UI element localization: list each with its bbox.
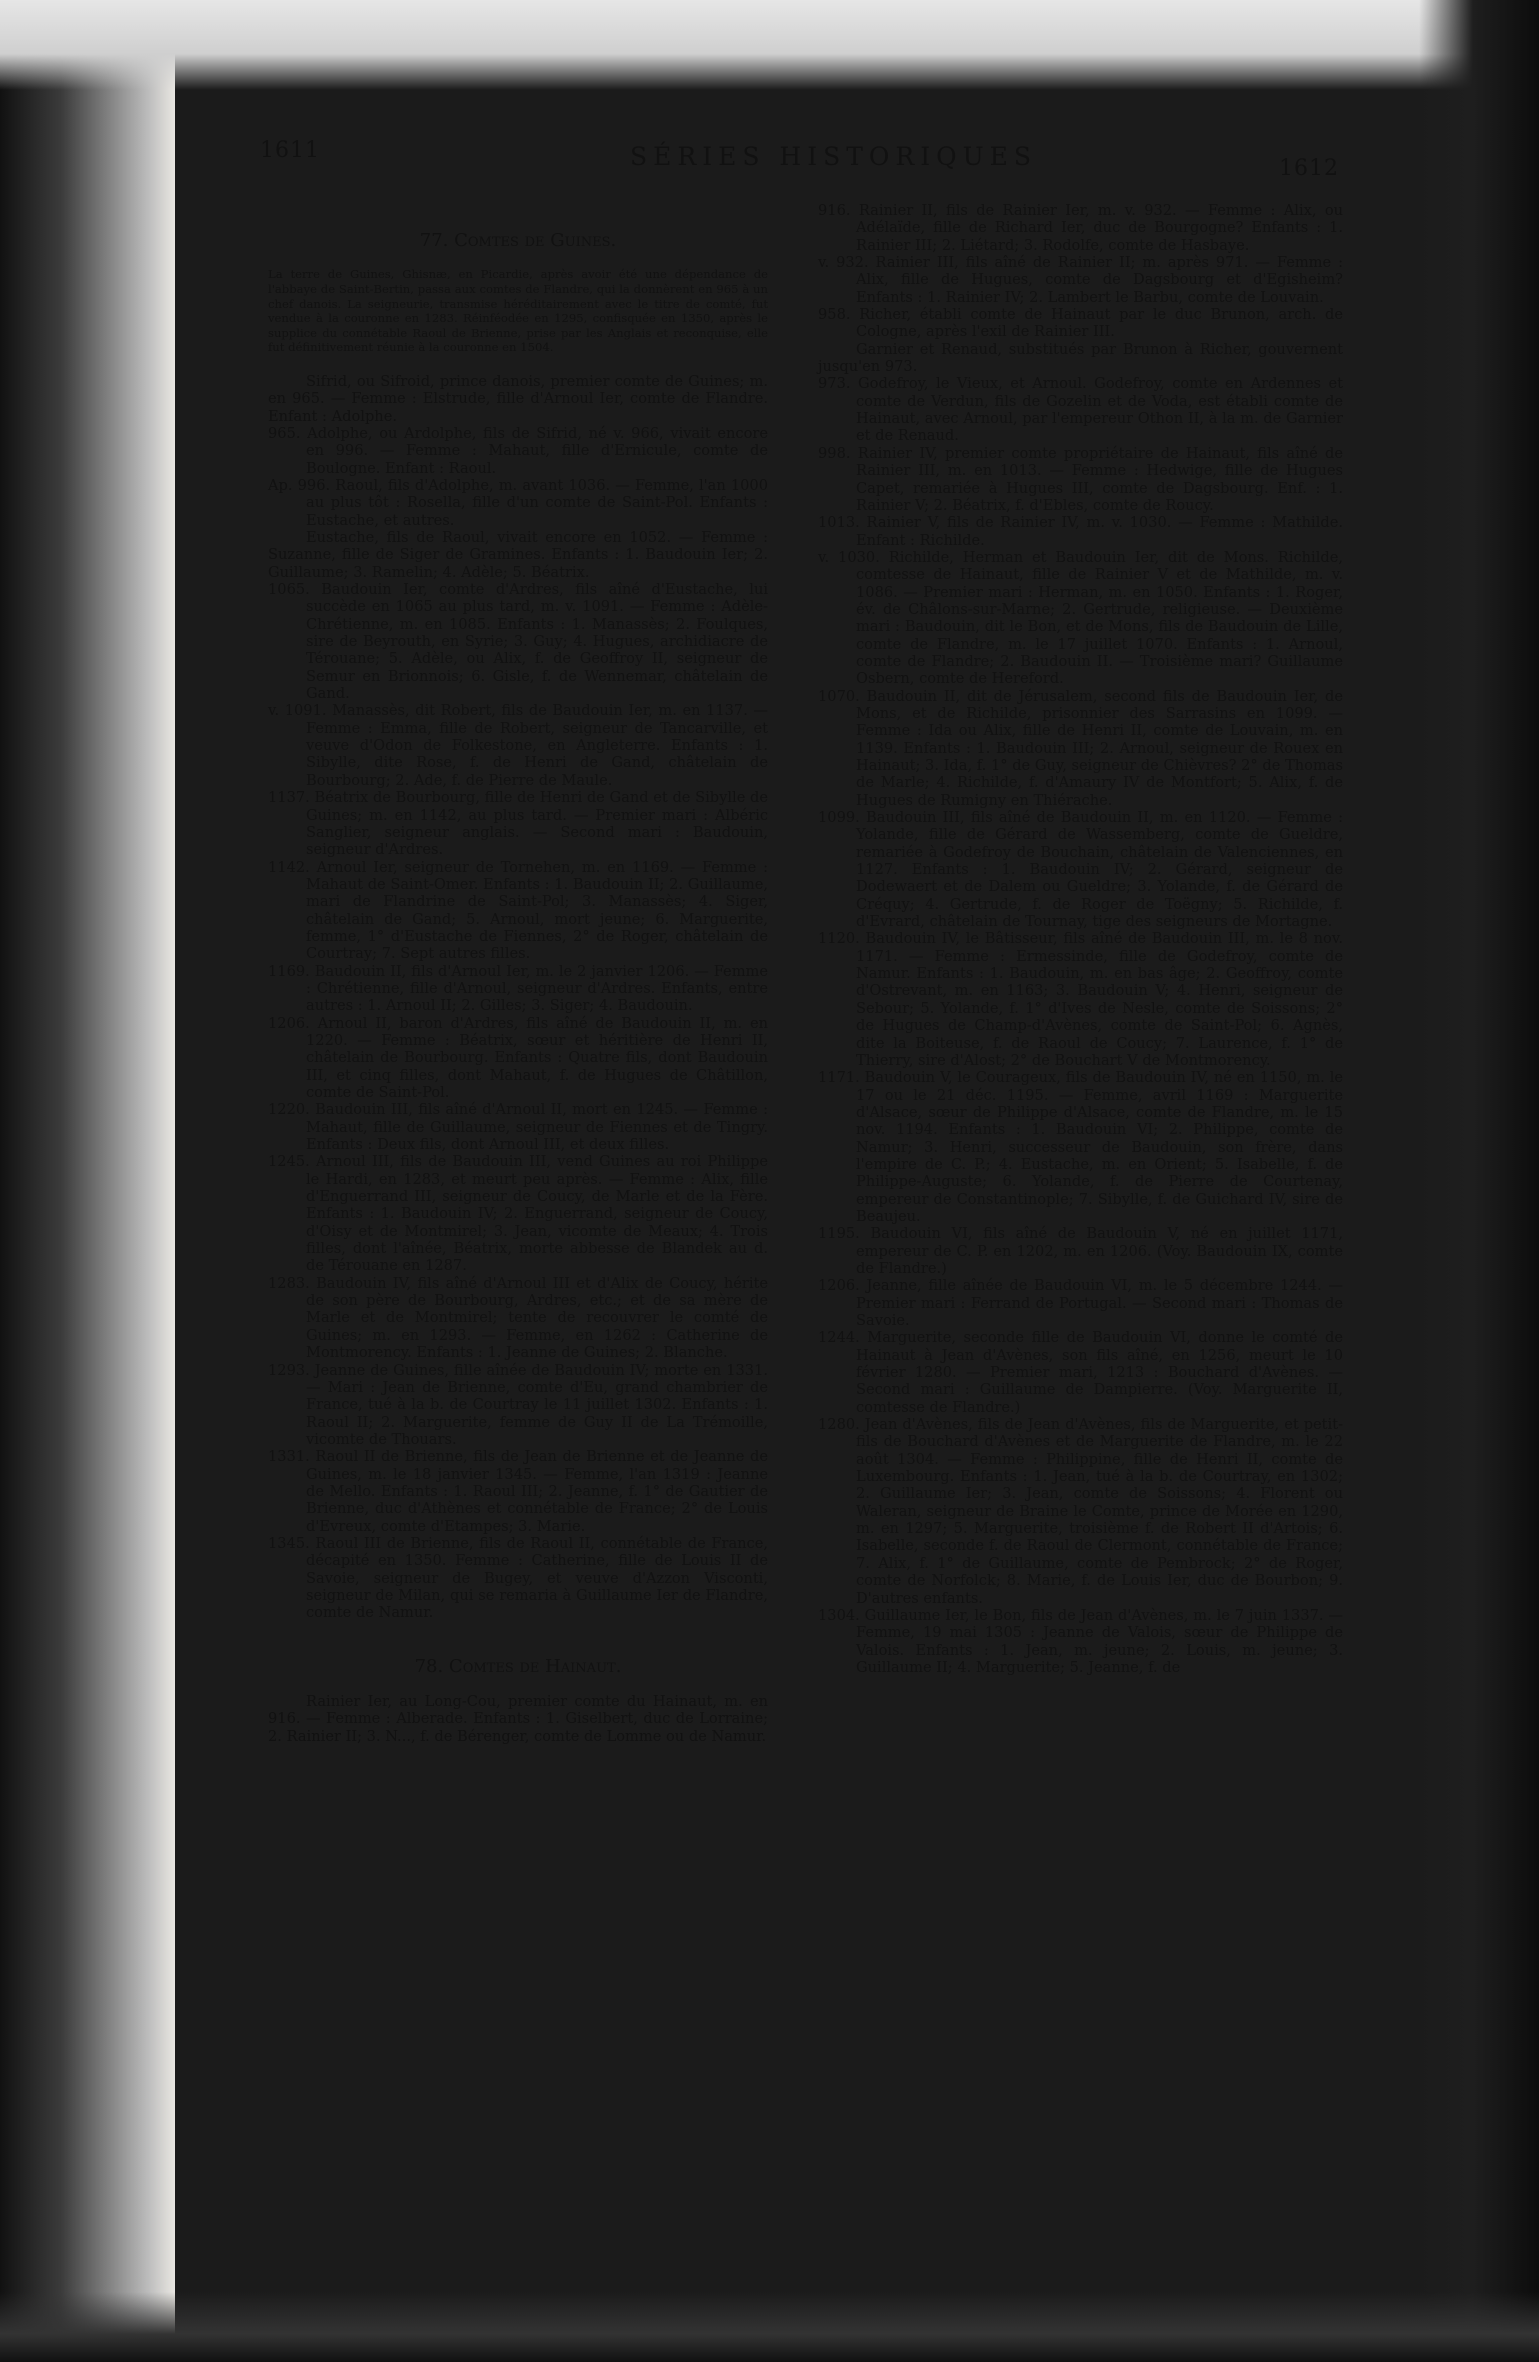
entry xyxy=(268,1275,768,1362)
entry-year: 1245. xyxy=(268,1153,310,1171)
entry-text: Baudouin IV, fils aîné d'Arnoul III et d'Alix de Coucy, hérite de son père de Bourbourg, Ardres, etc.; et de sa mère de Marle et de Montmirel; tente de recouvrer le comté de Guines; m. en 1293. — Femme, en 1262 : Catherine de Montmorency. Enfants : 1. Jeanne de Guines; 2. Blanche. xyxy=(306,1274,769,1362)
entry-year: 1070. xyxy=(818,687,860,705)
entry-text: Adolphe, ou Ardolphe, fils de Sifrid, né v. 966, vivait encore en 996. — Femme : Mahaut, fille d'Ernicule, comte de Boulogne. Enfant : Raoul. xyxy=(306,424,768,477)
entry xyxy=(268,1535,768,1622)
entry xyxy=(818,514,1343,549)
entry-list-hainaut-a xyxy=(818,202,1343,341)
entry-year: v. 1091. xyxy=(268,702,327,720)
entry-text: Jean d'Avènes, fils de Jean d'Avènes, fils de Marguerite, et petit-fils de Bouchard d'Avènes et de Marguerite de Flandre, m. le 22 août 1304. — Femme : Philippine, fille de Henri II, comte de Luxembourg. Enfants : 1. Jean, tué à la b. de Courtray, en 1302; 2. Guillaume Ier; 3. Jean, comte de Soissons; 4. Florent ou Waleran, seigneur de Braine le Comte, prince de Morée en 1290, m. en 1297; 5. Marguerite, troisième f. de Robert II d'Artois; 6. Isabelle, seconde f. de Raoul de Clermont, connétable de France; 7. Alix, f. 1° de Guillaume, comte de Pembrock; 2° de Roger, comte de Norfolck; 8. Marie, f. de Louis Ier, duc de Bourbon; 9. D'autres enfants. xyxy=(856,1416,1344,1607)
entry xyxy=(268,581,768,702)
entry-year: Ap. 996. xyxy=(268,476,331,494)
entry-text: Rainier IV, premier comte propriétaire de Hainaut, fils aîné de Rainier III, m. en 1013. — Femme : Hedwige, fille de Hugues Capet, remariée à Hugues III, comte de Dagsbourg. Enf. : 1. Rainier V; 2. Béatrix, f. d'Ebles, comte de Roucy. xyxy=(856,444,1343,514)
entry xyxy=(268,963,768,1015)
scan-edge-left xyxy=(0,0,175,2362)
entry-year: 1013. xyxy=(818,514,860,532)
entry-year: 1304. xyxy=(818,1606,860,1624)
entry-year: 1195. xyxy=(818,1225,860,1243)
entry-text: Manassès, dit Robert, fils de Baudouin Ier, m. en 1137. — Femme : Emma, fille de Robert, seigneur de Tancarville, et veuve d'Odon de Folkestone, en Angleterre. Enfants : 1. Sibylle, dite Rose, f. de Henri de Gand, châtelain de Bourbourg; 2. Ade, f. de Pierre de Maule. xyxy=(306,702,768,789)
entry-year: 1283. xyxy=(268,1274,310,1292)
entry-year: 958. xyxy=(818,306,851,324)
section-intro-guines: La terre de Guines, Ghisnæ, en Picardie, après avoir été une dépendance de l'abbaye de Saint-Bertin, passa aux comtes de Flandre, qui la donnèrent en 965 à un chef danois. La seigneurie, transmise héréditairement avec le titre de comté, fut vendue à la couronne en 1283. Réinféodée en 1295, confisquée en 1350, après le supplice du connétable Raoul de Brienne, prise par les Anglais et reconquise, elle fut définitivement réunie à la couronne en 1504. xyxy=(268,267,768,355)
entry-text: Godefroy, le Vieux, et Arnoul. Godefroy, comte en Ardennes et comte de Verdun, fils de Gozelin et de Voda, est établi comte de Hainaut, avec Arnoul, par l'empereur Othon II, à la m. de Garnier et de Renaud. xyxy=(856,375,1343,445)
entry-text: Arnoul III, fils de Baudouin III, vend Guines au roi Philippe le Hardi, en 1283, et meurt peu après. — Femme : Alix, fille d'Enguerrand III, seigneur de Coucy, de Marle et de la Fère. Enfants : 1. Baudouin IV; 2. Enguerrand, seigneur de Coucy, d'Oisy et de Montmirel; 3. Jean, vicomte de Meaux; 4. Trois filles, dont l'aînée, Béatrix, morte abbesse de Blandek au d. de Térouane en 1287. xyxy=(306,1153,768,1275)
entry-year: 1137. xyxy=(268,789,310,807)
entry-text: Richer, établi comte de Hainaut par le duc Brunon, arch. de Cologne, après l'exil de Rainier III. xyxy=(856,306,1344,341)
entry-year: 1120. xyxy=(818,930,860,948)
entry-text: Baudouin VI, fils aîné de Baudouin V, né en juillet 1171, empereur de C. P. en 1202, m. en 1206. (Voy. Baudouin IX, comte de Flandre.) xyxy=(856,1225,1344,1277)
entry xyxy=(268,789,768,858)
entry-text: Raoul III de Brienne, fils de Raoul II, connétable de France, décapité en 1350. Femme : Catherine, fille de Louis II de Savoie, seigneur de Bugey, et veuve d'Azzon Visconti, seigneur de Milan, qui se remaria à Guillaume Ier de Flandre, comte de Namur. xyxy=(306,1534,769,1622)
entry xyxy=(268,1448,768,1535)
entry-year: v. 1030. xyxy=(818,548,880,566)
entry-text: Baudouin III, fils aîné de Baudouin II, m. en 1120. — Femme : Yolande, fille de Gérard de Wassemberg, comte de Gueldre, remariée à Godefroy de Bouchain, châtelain de Valenciennes, en 1127. Enfants : 1. Baudouin IV; 2. Gérard, seigneur de Dodewaert et de Dalem ou Gueldre; 3. Yolande, f. de Gérard de Créquy; 4. Gertrude, f. de Roger de Toëgny; 5. Richilde, f. d'Evrard, châtelain de Tournay, tige des seigneurs de Mortagne. xyxy=(856,809,1343,931)
entry-text: Baudouin Ier, comte d'Ardres, fils aîné d'Eustache, lui succède en 1065 au plus tard, m. v. 1091. — Femme : Adèle-Chrétienne, m. en 1085. Enfants : 1. Manassès; 2. Foulques, sire de Beyrouth, en Syrie; 3. Guy; 4. Hugues, archidiacre de Térouane; 5. Adèle, ou Alix, f. de Geoffroy II, seigneur de Semur en Brionnois; 6. Gisle, f. de Wennemar, châtelain de Gand. xyxy=(306,581,769,703)
entry-year: 1169. xyxy=(268,962,310,980)
entry xyxy=(818,1277,1343,1329)
entry-year: 1099. xyxy=(818,809,860,827)
entry xyxy=(818,809,1343,930)
entry-year: 1244. xyxy=(818,1329,860,1347)
entry-text: Richilde, Herman et Baudouin Ier, dit de Mons. Richilde, comtesse de Hainaut, fille de Rainier V et de Mathilde, m. v. 1086. — Premier mari : Herman, m. en 1050. Enfants : 1. Roger, év. de Châlons-sur-Marne; 2. Gertrude, religieuse. — Deuxième mari : Baudouin, dit le Bon, et de Mons, fils de Baudouin de Lille, comte de Flandre, m. le 17 juillet 1070. Enfants : 1. Arnoul, comte de Flandre; 2. Baudouin II. — Troisième mari? Guillaume Osbern, comte de Hereford. xyxy=(856,548,1343,688)
entry-text: Rainier V, fils de Rainier IV, m. v. 1030. — Femme : Mathilde. Enfant : Richilde. xyxy=(856,514,1343,549)
entry xyxy=(818,1329,1343,1416)
scan-edge-bottom xyxy=(0,2292,1539,2362)
entry-eustache: Eustache, fils de Raoul, vivait encore en 1052. — Femme : Suzanne, fille de Siger de Gramines. Enfants : 1. Baudouin Ier; 2. Guillaume; 3. Ramelin; 4. Adèle; 5. Béatrix. xyxy=(268,529,768,581)
entry-text: Baudouin III, fils aîné d'Arnoul II, mort en 1245. — Femme : Mahaut, fille de Guillaume, seigneur de Fiennes et de Tingry. Enfants : Deux fils, dont Arnoul III, et deux filles. xyxy=(306,1101,769,1154)
entry-year: 1345. xyxy=(268,1534,310,1552)
scan-edge-right xyxy=(1419,0,1539,2362)
entry-text: Rainier II, fils de Rainier Ier, m. v. 932. — Femme : Alix, ou Adélaïde, fille de Richard Ier, duc de Bourgogne? Enfants : 1. Rainier III; 2. Liétard; 3. Rodolfe, comte de Hasbaye. xyxy=(856,202,1343,254)
entry-year: 1142. xyxy=(268,858,310,876)
entry xyxy=(818,202,1343,254)
entry-list-guines-a xyxy=(268,425,768,529)
entry-list-guines-b xyxy=(268,581,768,1622)
entry xyxy=(818,930,1343,1069)
entry xyxy=(268,1362,768,1449)
entry-text: Jeanne de Guines, fille aînée de Baudouin IV; morte en 1331. — Mari : Jean de Brienne, comte d'Eu, grand chambrier de France, tué à la b. de Courtray le 11 juillet 1302. Enfants : 1. Raoul II; 2. Marguerite, femme de Guy II de La Trémoille, vicomte de Thouars. xyxy=(306,1361,768,1448)
entry-year: 1220. xyxy=(268,1101,310,1119)
entry-text: Marguerite, seconde fille de Baudouin VI, donne le comté de Hainaut à Jean d'Avènes, son fils aîné, en 1256, meurt le 10 février 1280. — Premier mari, 1213 : Bouchard d'Avènes. — Second mari : Guillaume de Dampierre. (Voy. Marguerite II, comtesse de Flandre.) xyxy=(856,1329,1344,1416)
entry-year: 998. xyxy=(818,444,851,462)
left-column xyxy=(268,222,768,1745)
entry-text: Arnoul II, baron d'Ardres, fils aîné de Baudouin II, m. en 1220. — Femme : Béatrix, sœur et héritière de Henri II, châtelain de Bourbourg. Enfants : Quatre fils, dont Baudouin III, et cinq filles, dont Mahaut, f. de Hugues de Châtillon, comte de Saint-Pol. xyxy=(306,1014,768,1101)
entry-year: v. 932. xyxy=(818,254,869,272)
entry xyxy=(818,445,1343,514)
entry xyxy=(268,425,768,477)
entry-year: 1206. xyxy=(268,1014,310,1032)
entry xyxy=(268,1153,768,1274)
running-title: SÉRIES HISTORIQUES xyxy=(630,142,1038,171)
entry-text: Béatrix de Bourbourg, fille de Henri de Gand et de Sibylle de Guines; m. en 1142, au plus tard. — Premier mari : Albéric Sanglier, seigneur anglais. — Second mari : Baudouin, seigneur d'Ardres. xyxy=(306,789,768,859)
entry xyxy=(818,1607,1343,1676)
entry xyxy=(818,1069,1343,1225)
entry-text: Baudouin II, dit de Jérusalem, second fils de Baudouin Ier, de Mons, et de Richilde, prisonnier des Sarrasins en 1099. — Femme : Ida ou Alix, fille de Henri II, comte de Louvain, m. en 1139. Enfants : 1. Baudouin III; 2. Arnoul, seigneur de Rouex en Hainaut; 3. Ida, f. 1° de Guy, seigneur de Chièvres? 2° de Thomas de Marle; 4. Richilde, f. d'Amaury IV de Montfort; 5. Alix, f. de Hugues de Rumigny en Thiérache. xyxy=(856,687,1343,809)
entry-text: Arnoul Ier, seigneur de Tornehen, m. en 1169. — Femme : Mahaut de Saint-Omer. Enfants : 1. Baudouin II; 2. Guillaume, mari de Flandrine de Saint-Pol; 3. Manassès; 4. Siger, châtelain de Gand; 5. Arnoul, mort jeune; 6. Marguerite, femme, 1° d'Eustache de Fiennes, 2° de Roger, châtelain de Courtray; 7. Sept autres filles. xyxy=(306,858,769,963)
entry xyxy=(268,859,768,963)
entry-text: Baudouin II, fils d'Arnoul Ier, m. le 2 janvier 1206. — Femme : Chrétienne, fille d'Arnoul, seigneur d'Ardres. Enfants, entre autres : 1. Arnoul II; 2. Gilles; 3. Siger; 4. Baudouin. xyxy=(306,962,769,1015)
entry-year: 973. xyxy=(818,375,851,393)
entry xyxy=(268,477,768,529)
entry-sifrid: Sifrid, ou Sifroid, prince danois, premier comte de Guines; m. en 965. — Femme : Elstrude, fille d'Arnoul Ier, comte de Flandre. Enfant : Adolphe. xyxy=(268,372,768,425)
entry-text: Jeanne, fille aînée de Baudouin VI, m. le 5 décembre 1244. — Premier mari : Ferrand de Portugal. — Second mari : Thomas de Savoie. xyxy=(856,1277,1343,1329)
scan-edge-top xyxy=(0,0,1539,90)
entry xyxy=(268,1015,768,1102)
entry-year: 1171. xyxy=(818,1069,860,1087)
section-title-guines: 77. Comtes de Guines. xyxy=(419,230,617,251)
entry-text: Baudouin V, le Courageux, fils de Baudouin IV, né en 1150, m. le 17 ou le 21 déc. 1195. — Femme, avril 1169 : Marguerite d'Alsace, sœur de Philippe d'Alsace, comte de Flandre, m. le 15 nov. 1194. Enfants : 1. Baudouin VI; 2. Philippe, comte de Namur; 3. Henri, successeur de Baudouin, son frère, dans l'empire de C. P.; 4. Eustache, m. en Orient; 5. Isabelle, f. de Philippe-Auguste; 6. Yolande, f. de Pierre de Courtenay, empereur de Constantinople; 7. Sibylle, f. de Guichard IV, sire de Beaujeu. xyxy=(856,1069,1343,1225)
entry xyxy=(818,306,1343,341)
entry xyxy=(818,375,1343,444)
entry-year: 1331. xyxy=(268,1448,310,1466)
entry xyxy=(818,688,1343,809)
entry-year: 965. xyxy=(268,424,301,442)
entry-garnier-renaud: Garnier et Renaud, substitués par Brunon à Richer, gouvernent jusqu'en 973. xyxy=(818,340,1343,376)
entry-list-hainaut-b xyxy=(818,375,1343,1676)
entry-rainier-1: Rainier Ier, au Long-Cou, premier comte du Hainaut, m. en 916. — Femme : Alberade. Enfants : 1. Giselbert, duc de Lorraine; 2. Rainier II; 3. N..., f. de Bérenger, comte de Lomme ou de Namur. xyxy=(268,1693,768,1745)
entry-year: 916. xyxy=(818,202,851,219)
page-number-right: 1612 xyxy=(1279,156,1339,181)
page-header xyxy=(0,138,1539,181)
entry xyxy=(268,1101,768,1153)
entry xyxy=(818,254,1343,306)
entry-text: Guillaume Ier, le Bon, fils de Jean d'Avènes, m. le 7 juin 1337. — Femme, 19 mai 1305 : Jeanne de Valois, sœur de Philippe de Valois. Enfants : 1. Jean, m. jeune; 2. Louis, m. jeune; 3. Guillaume II; 4. Marguerite; 5. Jeanne, f. de xyxy=(856,1606,1344,1676)
entry xyxy=(818,1416,1343,1607)
section-title-hainaut: 78. Comtes de Hainaut. xyxy=(414,1655,622,1677)
entry xyxy=(818,1225,1343,1277)
entry xyxy=(818,549,1343,688)
entry-year: 1206. xyxy=(818,1277,860,1295)
entry-text: Rainier III, fils aîné de Rainier II; m. après 971. — Femme : Alix, fille de Hugues, comte de Dagsbourg et d'Egisheim? Enfants : 1. Rainier IV; 2. Lambert le Barbu, comte de Louvain. xyxy=(856,254,1343,306)
page-number-left: 1611 xyxy=(260,138,320,163)
entry xyxy=(268,702,768,789)
entry-year: 1065. xyxy=(268,581,310,599)
entry-text: Raoul II de Brienne, fils de Jean de Brienne et de Jeanne de Guines, m. le 18 janvier 1345. — Femme, l'an 1319 : Jeanne de Mello. Enfants : 1. Raoul III; 2. Jeanne, f. 1° de Gautier de Brienne, duc d'Athènes et connétable de France; 2° de Louis d'Evreux, comte d'Etampes; 3. Marie. xyxy=(306,1448,768,1535)
entry-year: 1293. xyxy=(268,1361,310,1379)
right-column xyxy=(818,202,1343,1676)
entry-text: Raoul, fils d'Adolphe, m. avant 1036. — Femme, l'an 1000 au plus tôt : Rosella, fille d'un comte de Saint-Pol. Enfants : Eustache, et autres. xyxy=(306,476,769,529)
entry-text: Baudouin IV, le Bâtisseur, fils aîné de Baudouin III, m. le 8 nov. 1171. — Femme : Ermessinde, fille de Godefroy, comte de Namur. Enfants : 1. Baudouin, m. en bas âge; 2. Geoffroy, comte d'Ostrevant, m. en 1163; 3. Baudouin V; 4. Henri, seigneur de Sebour; 5. Yolande, f. 1° d'Ives de Nesle, comte de Soissons; 2° de Hugues de Champ-d'Avènes, comte de Saint-Pol; 6. Agnès, dite la Boiteuse, f. de Raoul de Coucy; 7. Laurence, f. 1° de Thierry, sire d'Alost; 2° de Bouchart V de Montmorency. xyxy=(856,930,1343,1069)
entry-year: 1280. xyxy=(818,1416,860,1434)
